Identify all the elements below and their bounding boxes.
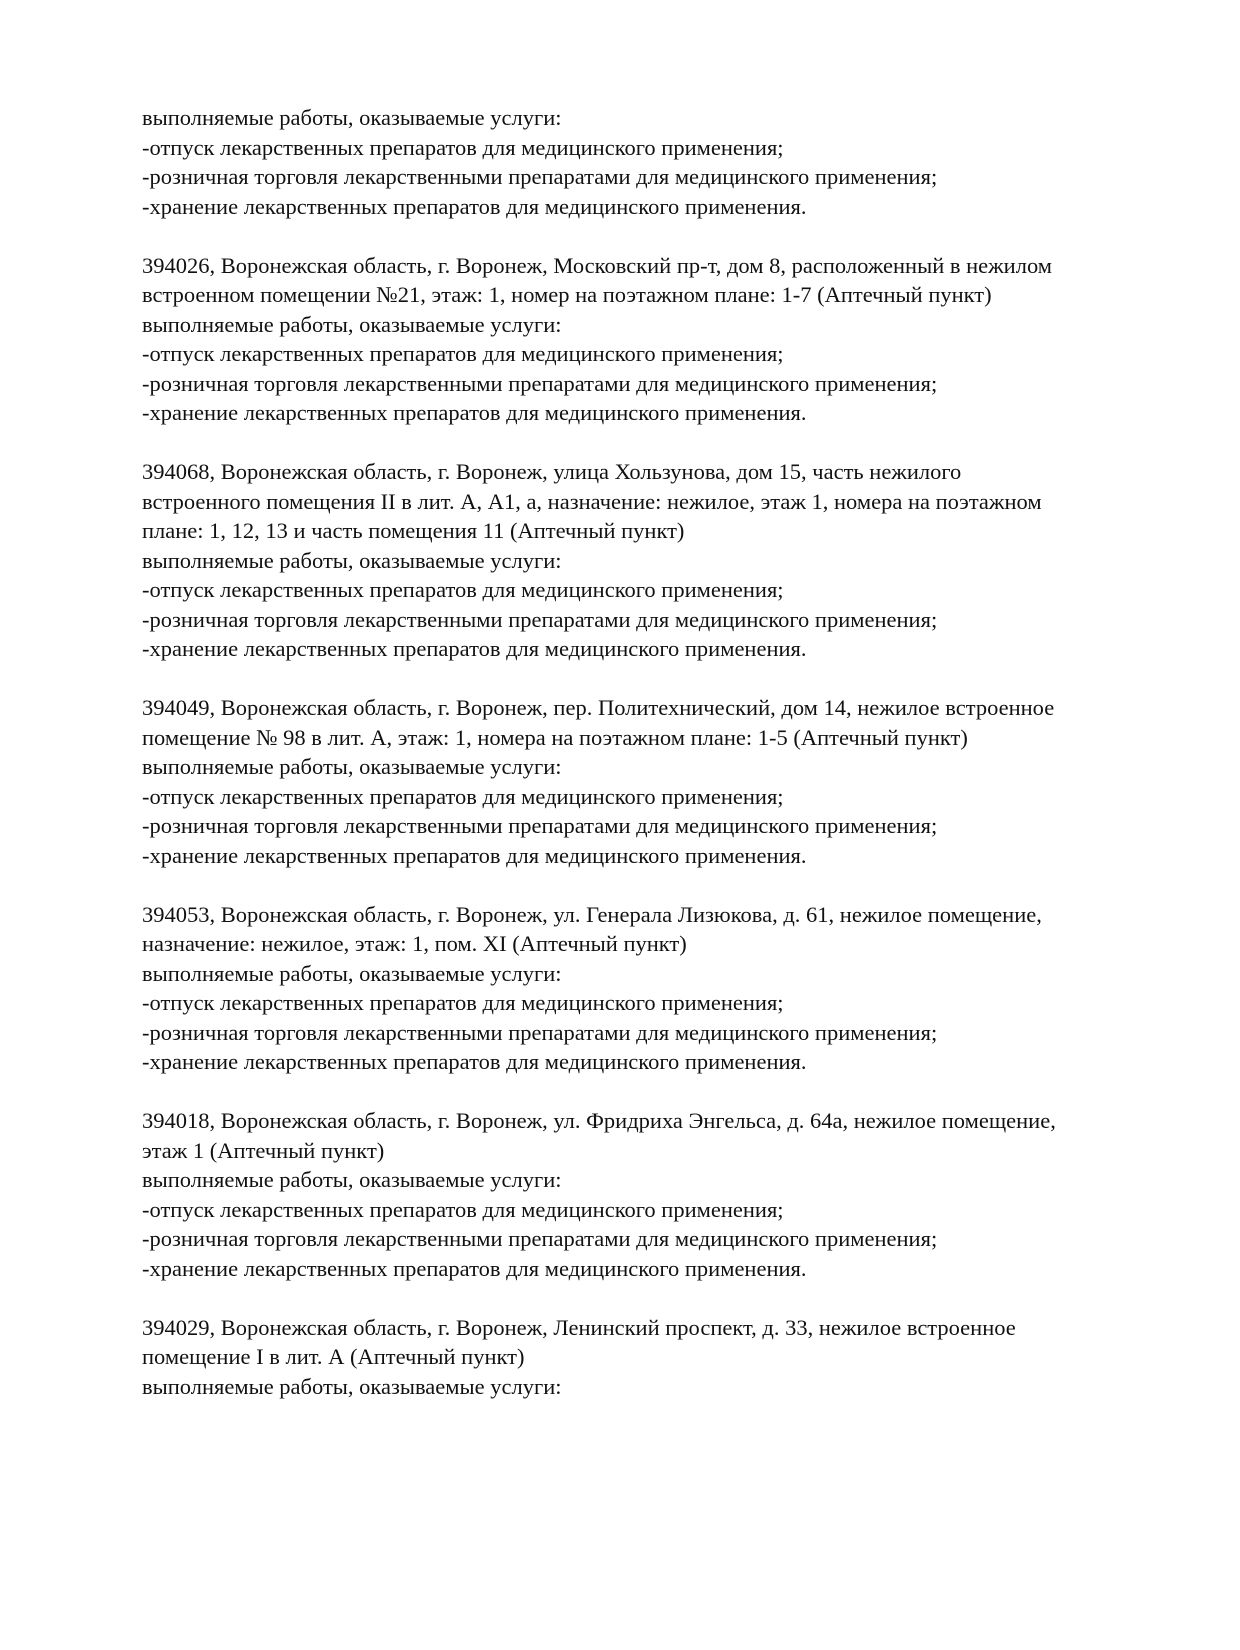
service-item: -отпуск лекарственных препаратов для медицинского применения; — [142, 990, 784, 1015]
pharmacy-entry — [142, 900, 1142, 1077]
address-line: встроенного помещения II в лит. А, А1, а, назначение: нежилое, этаж 1, номера на поэтажном — [142, 488, 1042, 514]
address-line: помещение № 98 в лит. А, этаж: 1, номера на поэтажном плане: 1-5 (Аптечный пункт) — [142, 724, 968, 750]
service-item: -хранение лекарственных препаратов для медицинского применения. — [142, 636, 807, 661]
service-item: -розничная торговля лекарственными препаратами для медицинского применения; — [142, 813, 938, 838]
service-item: -хранение лекарственных препаратов для медицинского применения. — [142, 400, 807, 425]
pharmacy-entry — [142, 1106, 1142, 1283]
services-heading: выполняемые работы, оказываемые услуги: — [142, 105, 562, 130]
address-line: 394026, Воронежская область, г. Воронеж, Московский пр-т, дом 8, расположенный в нежилом — [142, 252, 1053, 278]
pharmacy-entry — [142, 251, 1142, 428]
address-line: 394068, Воронежская область, г. Воронеж, улица Хользунова, дом 15, часть нежилого — [142, 459, 962, 484]
service-item: -розничная торговля лекарственными препаратами для медицинского применения; — [142, 1019, 938, 1045]
address-line: плане: 1, 12, 13 и часть помещения 11 (Аптечный пункт) — [142, 518, 685, 543]
service-item: -хранение лекарственных препаратов для медицинского применения. — [142, 842, 807, 868]
address-line: назначение: нежилое, этаж: 1, пом. XI (Аптечный пункт) — [142, 931, 687, 956]
service-item: -хранение лекарственных препаратов для медицинского применения. — [142, 1049, 807, 1074]
services-heading: выполняемые работы, оказываемые услуги: — [142, 1373, 562, 1399]
pharmacy-entry — [142, 103, 1142, 221]
address-line: 394049, Воронежская область, г. Воронеж, пер. Политехнический, дом 14, нежилое встроенное — [142, 695, 1055, 720]
address-line: помещение I в лит. А (Аптечный пункт) — [142, 1344, 525, 1369]
address-line: этаж 1 (Аптечный пункт) — [142, 1137, 385, 1163]
service-item: -отпуск лекарственных препаратов для медицинского применения; — [142, 341, 784, 366]
service-item: -розничная торговля лекарственными препаратами для медицинского применения; — [142, 164, 938, 189]
service-item: -отпуск лекарственных препаратов для медицинского применения; — [142, 577, 784, 602]
service-item: -отпуск лекарственных препаратов для медицинского применения; — [142, 134, 784, 160]
service-item: -розничная торговля лекарственными препаратами для медицинского применения; — [142, 1226, 938, 1251]
services-heading: выполняемые работы, оказываемые услуги: — [142, 311, 562, 337]
service-item: -розничная торговля лекарственными препаратами для медицинского применения; — [142, 370, 938, 396]
service-item: -хранение лекарственных препаратов для медицинского применения. — [142, 1255, 807, 1281]
address-line: 394018, Воронежская область, г. Воронеж, ул. Фридриха Энгельса, д. 64а, нежилое помещение, — [142, 1108, 1056, 1133]
address-line: 394053, Воронежская область, г. Воронеж, ул. Генерала Лизюкова, д. 61, нежилое помещение, — [142, 901, 1042, 927]
pharmacy-entry — [142, 693, 1142, 870]
service-item: -отпуск лекарственных препаратов для медицинского применения; — [142, 1196, 784, 1222]
service-item: -розничная торговля лекарственными препаратами для медицинского применения; — [142, 606, 938, 632]
service-item: -отпуск лекарственных препаратов для медицинского применения; — [142, 783, 784, 809]
address-line: встроенном помещении №21, этаж: 1, номер на поэтажном плане: 1-7 (Аптечный пункт) — [142, 282, 992, 307]
address-line: 394029, Воронежская область, г. Воронеж, Ленинский проспект, д. 33, нежилое встроенное — [142, 1314, 1016, 1340]
pharmacy-entry — [142, 457, 1142, 664]
services-heading: выполняемые работы, оказываемые услуги: — [142, 754, 562, 779]
services-heading: выполняемые работы, оказываемые услуги: — [142, 547, 562, 573]
document-body — [142, 103, 1142, 1431]
service-item: -хранение лекарственных препаратов для медицинского применения. — [142, 193, 807, 219]
services-heading: выполняемые работы, оказываемые услуги: — [142, 960, 562, 986]
services-heading: выполняемые работы, оказываемые услуги: — [142, 1167, 562, 1192]
pharmacy-entry — [142, 1313, 1142, 1402]
